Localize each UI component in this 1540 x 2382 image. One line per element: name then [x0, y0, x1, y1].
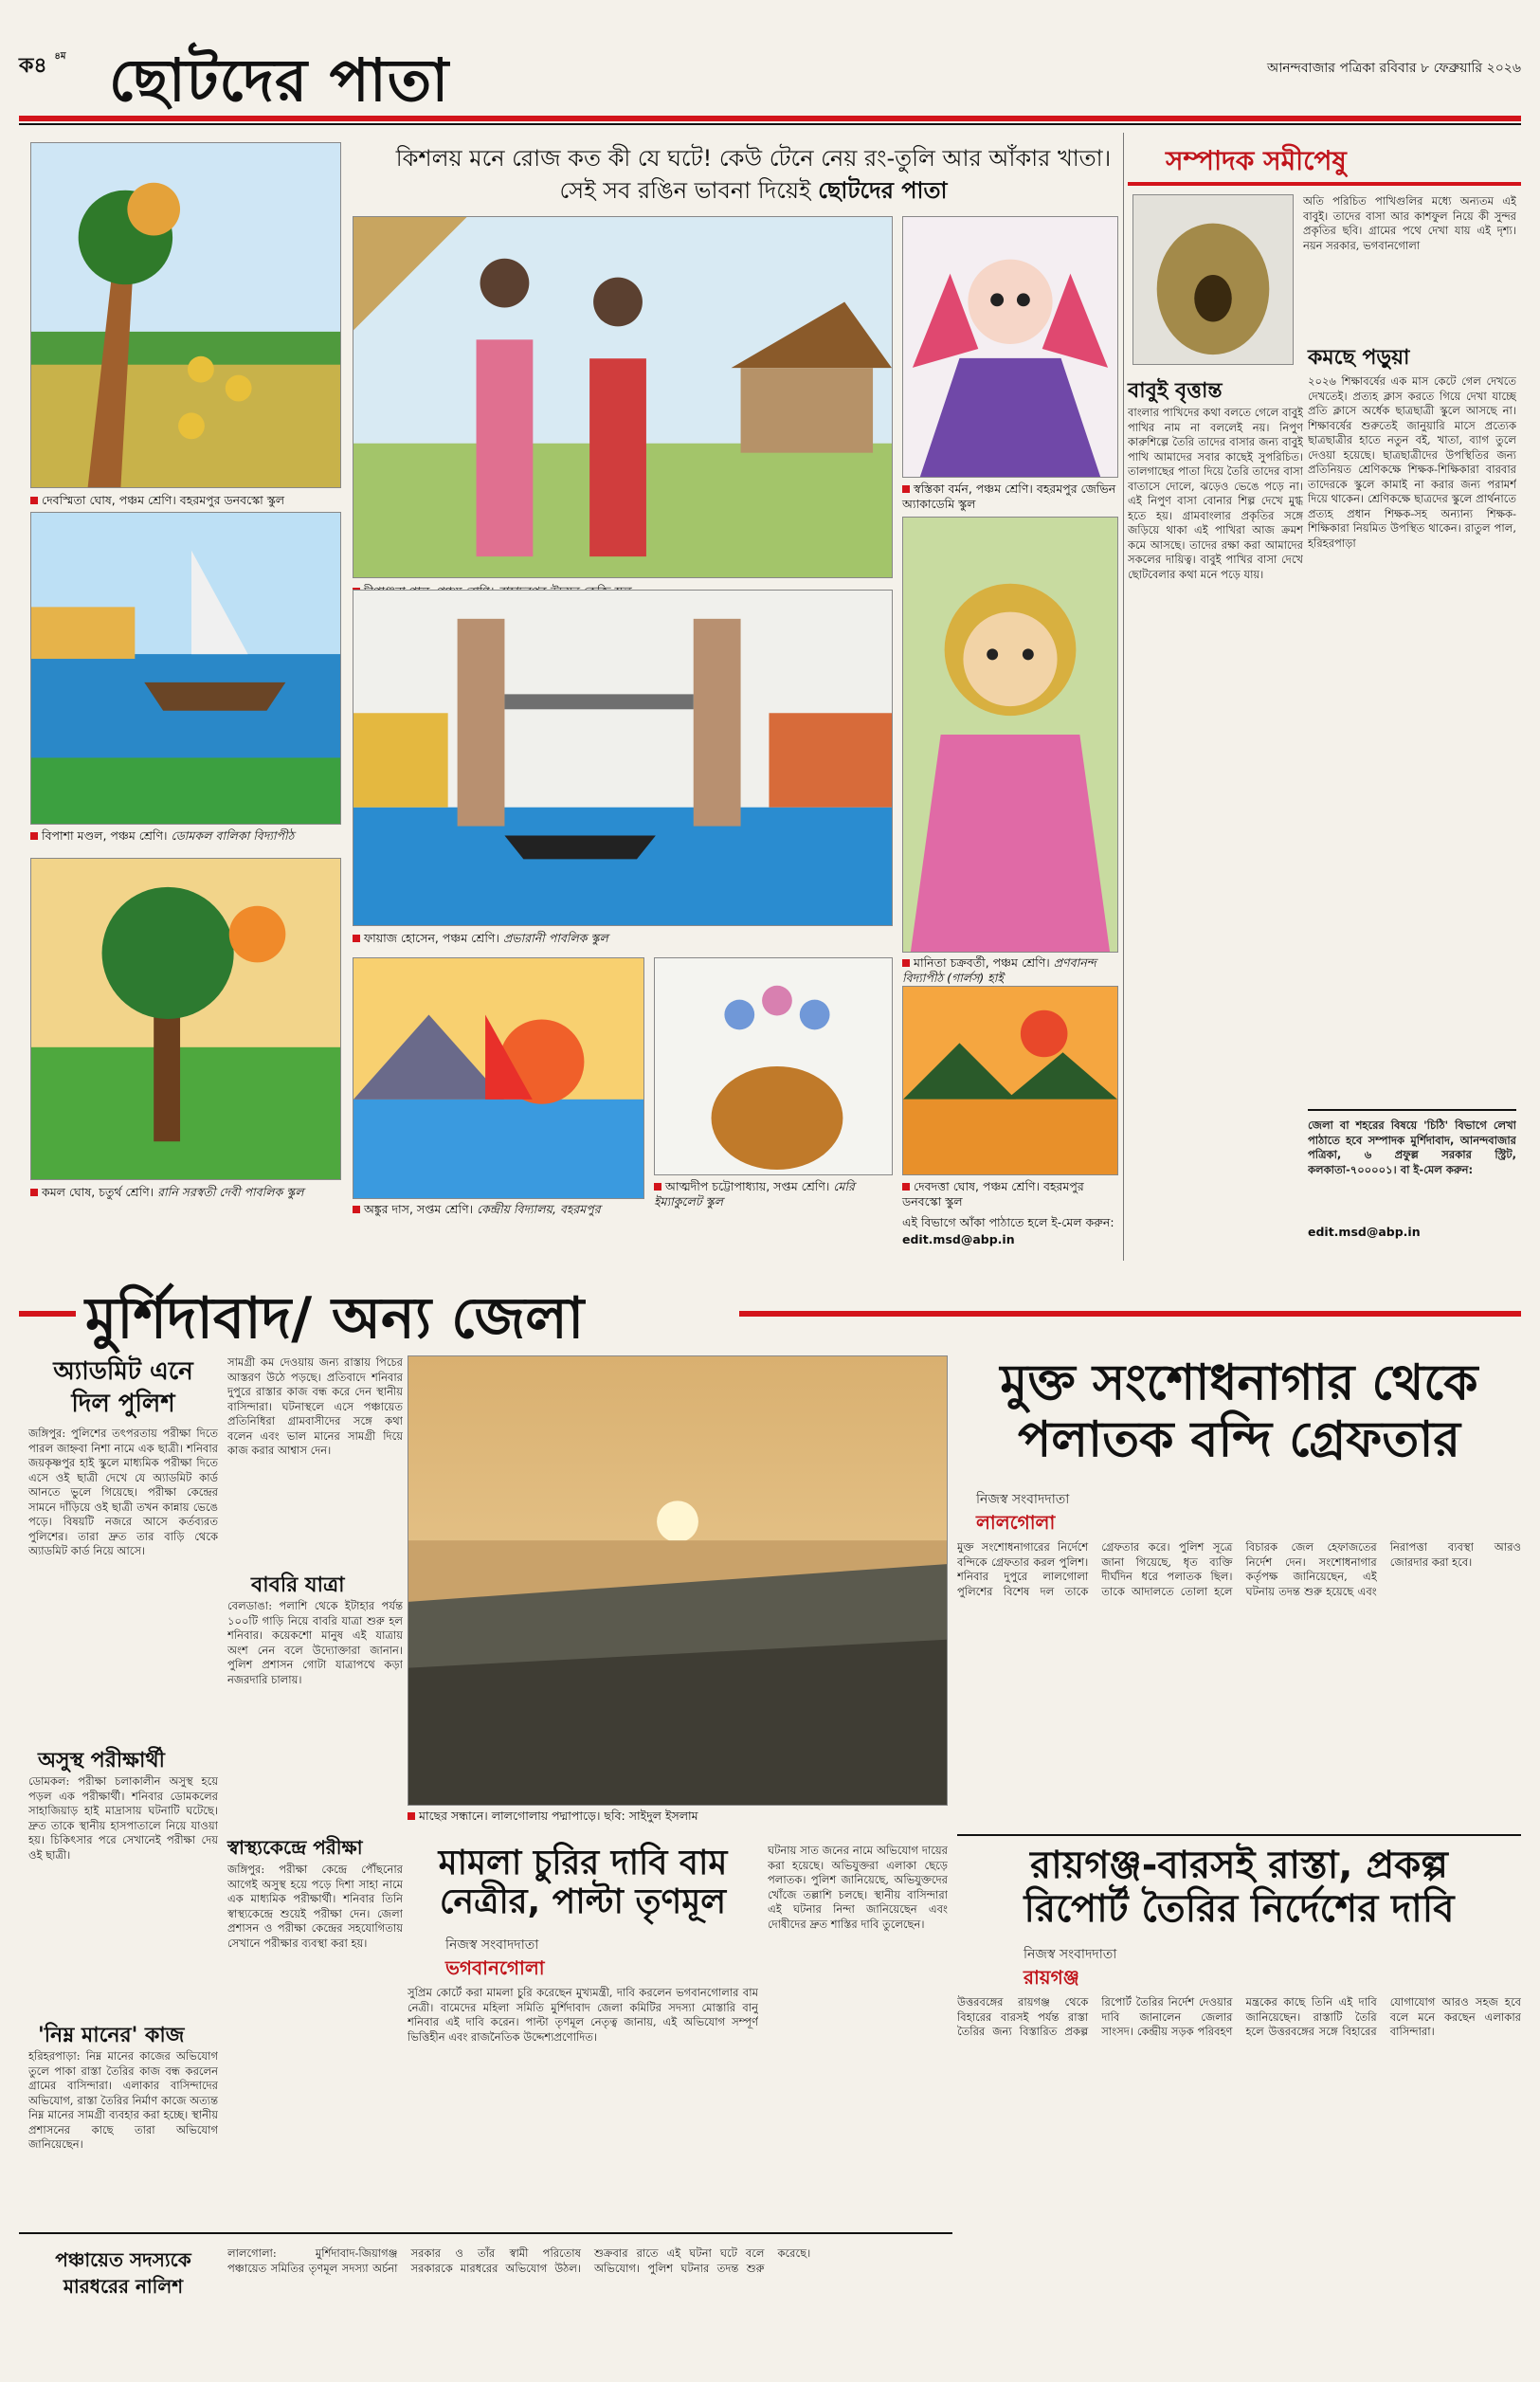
drawing-village-women: [353, 216, 893, 578]
theft-place: ভগবানগোলা: [445, 1956, 545, 1979]
caption-5: ফায়াজ হোসেন, পঞ্চম শ্রেণি। প্রভারানী পাবলিক স্কুল: [353, 931, 893, 946]
drawing-sunset-sail: [353, 957, 644, 1199]
caption-10: দেবদত্তা ঘোষ, পঞ্চম শ্রেণি। বহরমপুর ডনবস্কো স্কুল: [902, 1179, 1084, 1209]
panchayat-title: পঞ্চায়েত সদস্যকে মারধরের নালিশ: [55, 2248, 191, 2298]
drawing-sunrise-lake: [902, 986, 1118, 1175]
drawing-flower-pot: [654, 957, 893, 1175]
intro-line-1: কিশলয় মনে রোজ কত কী যে ঘটে! কেউ টেনে নেয় রং-তুলি আর আঁকার খাতা।: [395, 145, 1112, 172]
editor-divider: [1308, 1109, 1516, 1111]
theft-head-2: নেত্রীর, পাল্টা তৃণমূল: [439, 1882, 727, 1922]
section-rule-left: [19, 1311, 76, 1317]
col2-body: সামগ্রী কম দেওয়ায় জন্য রাস্তায় পিচের আস্তরণ উঠে পড়ছে। প্রতিবাদে শনিবার দুপুরে রাস্তার কাজ বন্ধ করে দেন স্থানীয় বাসিন্দারা। ঘটনাস্থলে এসে পঞ্চায়েত প্রতিনিধিরা গ্রামবাসীদের সঙ্গে কথা বলেন এবং ভাল মানের সামগ্রী দিয়ে কাজ করার আশ্বাস দেন।: [227, 1355, 403, 1457]
sick-title: অসুস্থ পরীক্ষার্থী: [38, 1749, 165, 1773]
babri-body: বেলডাঙা: পলাশি থেকে ইটাহার পর্যন্ত ১০০টি গাড়ি নিয়ে বাবরি যাত্রা শুরু হল শনিবার। কয়েকশো মানুষ এই যাত্রায় অংশ নেন বলে উদ্যোক্তারা জানান। পুলিশ প্রশাসন গোটা যাত্রাপথে কড়া নজরদারি চালায়।: [227, 1599, 403, 1686]
work-title: 'নিম্ন মানের' কাজ: [38, 2024, 185, 2047]
section-2-banner: [19, 1275, 1521, 1351]
road-byline: নিজস্ব সংবাদদাতা: [1024, 1947, 1117, 1962]
drawing-sailboat: [30, 512, 341, 825]
drawing-tower-bridge: [353, 590, 893, 926]
caption-7: কমল ঘোষ, চতুর্থ শ্রেণি। রানি সরস্বতী দেবী পাবলিক স্কুল: [30, 1185, 343, 1200]
divider: [957, 1834, 1521, 1836]
drawing-tree-landscape: [30, 858, 341, 1180]
masthead: [19, 36, 1521, 115]
story-babui-title: বাবুই বৃত্তান্ত: [1128, 379, 1223, 403]
story-babui-body: বাংলার পাখিদের কথা বলতে গেলে বাবুই পাখির নাম না বললেই নয়। নিপুণ কারুশিল্পে তৈরি তাদের বাসার জন্য বাবুই পাখি আমাদের সবার কাছেই সুপরিচিত। তালগাছের পাতা দিয়ে তৈরি তাদের বাসা বাতাসে দোলে, ঝড়েও ভেঙে পড়ে না। এই নিপুণ বাসা বোনার শিল্প দেখে মুগ্ধ হতে হয়। গ্রামবাংলার প্রকৃতির সঙ্গে জড়িয়ে থাকা এই পাখিরা আজ ক্রমশ কমে আসছে। তাদের রক্ষা করা আমাদের সকলের দায়িত্ব। বাবুই পাখির বাসা দেখে ছোটবেলার কথা মনে পড়ে যায়।: [1128, 406, 1303, 581]
caption-3: স্বস্তিকা বর্মন, পঞ্চম শ্রেণি। বহরমপুর জেভিন অ্যাকাডেমি স্কুল: [902, 482, 1116, 511]
caption-1: দেবস্মিতা ঘোষ, পঞ্চম শ্রেণি। বহরমপুর ডনবস্কো স্কুল: [30, 493, 343, 508]
health-body: জঙ্গিপুর: পরীক্ষা কেন্দ্রে পৌঁছনোর আগেই অসুস্থ হয়ে পড়ে দিশা সাহা নামে এক মাধ্যমিক পরীক্ষার্থী। শনিবার তিনি স্বাস্থ্যকেন্দ্রে শুয়েই পরীক্ষা দেন। জেলা প্রশাসন ও পরীক্ষা কেন্দ্রের সহযোগিতায় সেখানে পরীক্ষার ব্যবস্থা করা হয়।: [227, 1863, 403, 1950]
road-headline: [957, 1844, 1521, 1931]
editor-top-text: অতি পরিচিত পাখিগুলির মধ্যে অন্যতম এই বাবুই। তাদের বাসা আর কাশফুল নিয়ে কী সুন্দর প্রকৃতির ছবি। গ্রামের পথে দেখা যায় এই দৃশ্য। নয়ন সরকার, ভগবানগোলা: [1303, 194, 1516, 252]
babri-title: বাবরি যাত্রা: [251, 1573, 345, 1597]
caption-6: মানিতা চক্রবর্তী, পঞ্চম শ্রেণি। প্রণবানন্দ বিদ্যাপীঠ (গার্লস) হাই: [902, 955, 1096, 985]
caption-4: বিপাশা মণ্ডল, পঞ্চম শ্রেণি। ডোমকল বালিকা বিদ্যাপীঠ: [30, 828, 343, 844]
escape-place: লালগোলা: [976, 1511, 1056, 1534]
intro-line-2: সেই সব রঙিন ভাবনা দিয়েই ছোটদের পাতা: [559, 177, 948, 204]
panchayat-body: লালগোলা: মুর্শিদাবাদ-জিয়াগঞ্জ পঞ্চায়েত সমিতির তৃণমূল সদস্যা অর্চনা সরকার ও তাঁর স্বামী পরিতোষ সরকারকে মারধরের অভিযোগ উঠল। শুক্রবার রাতে এই ঘটনা ঘটে বলে অভিযোগ। পুলিশ ঘটনার তদন্ত শুরু করেছে।: [227, 2246, 811, 2275]
send-note: এই বিভাগে আঁকা পাঠাতে হলে ই-মেল করুন:: [902, 1215, 1114, 1229]
road-head-1: রায়গঞ্জ-বারসই রাস্তা, প্রকল্প: [1030, 1844, 1448, 1887]
escape-body: মুক্ত সংশোধনাগারের নির্দেশে বন্দিকে গ্রেফতার করল পুলিশ। শনিবার দুপুরে লালগোলা পুলিশের বিশেষ দল তাকে গ্রেফতার করে। পুলিশ সূত্রে জানা গিয়েছে, ধৃত ব্যক্তি দীর্ঘদিন ধরে পলাতক ছিল। তাকে আদালতে তোলা হলে বিচারক জেল হেফাজতের নির্দেশ দেন। সংশোধনাগার কর্তৃপক্ষ জানিয়েছেন, এই ঘটনায় তদন্ত শুরু হয়েছে এবং নিরাপত্তা ব্যবস্থা আরও জোরদার করা হবে।: [957, 1540, 1521, 1598]
section-rule-right: [739, 1311, 1521, 1317]
sick-body: ডোমকল: পরীক্ষা চলাকালীন অসুস্থ হয়ে পড়ল এক পরীক্ষার্থী। শনিবার ডোমকলের সাহাজিয়াড় হাই মাদ্রাসায় ঘটনাটি ঘটেছে। দ্রুত তাকে স্থানীয় হাসপাতালে নিয়ে যাওয়া হয়। চিকিৎসার পরে সেখানেই পরীক্ষা দেয় ওই ছাত্রী।: [28, 1774, 218, 1862]
dateline: আনন্দবাজার পত্রিকা রবিবার ৮ ফেব্রুয়ারি ২০২৬: [1266, 61, 1521, 76]
intro-text: [379, 142, 1128, 207]
masthead-rule-thin: [19, 123, 1521, 125]
work-body: হরিহরপাড়া: নিম্ন মানের কাজের অভিযোগ তুলে পাকা রাস্তা তৈরির কাজ বন্ধ করলেন গ্রামের বাসিন্দারা। এলাকার বাসিন্দাদের অভিযোগ, রাস্তা তৈরির নির্মাণ কাজে অত্যন্ত নিম্ন মানের সামগ্রী ব্যবহার করা হচ্ছে। স্থানীয় প্রশাসনের কাছে তারা অভিযোগ জানিয়েছেন।: [28, 2049, 218, 2151]
editor-sub-body: ২০২৬ শিক্ষাবর্ষের এক মাস কেটে গেল দেখতে দেখতেই। প্রত্যহ ক্লাস করতে গিয়ে দেখা যাচ্ছে প্রতি ক্লাসে অর্ধেক ছাত্রছাত্রী স্কুলে আসছে না। শিক্ষাবর্ষের শুরুতেই জানুয়ারি মাসে প্রত্যেক ছাত্রছাত্রীর হাতে নতুন বই, খাতা, ব্যাগ তুলে দেওয়া হয়েছে। ছাত্রছাত্রীদের উপস্থিতির জন্য প্রতিনিয়ত শ্রেণিকক্ষে শিক্ষক-শিক্ষিকারা বারবার তাদেরকে স্কুলে কামাই না করার জন্য পরামর্শ দিয়ে থাকেন। শ্রেণিকক্ষে ছাত্রদের স্কুলে প্রার্থনাতে প্রত্যহ প্রধান শিক্ষক-সহ অন্যান্য শিক্ষক-শিক্ষিকারা নিয়মিত উপস্থিত থাকেন। রাতুল পাল, হরিহরপাড়া: [1308, 374, 1516, 550]
admit-body: জঙ্গিপুর: পুলিশের তৎপরতায় পরীক্ষা দিতে পারল জাহ্নবা নিশা নামে এক ছাত্রী। শনিবার জয়কৃষ্ণপুর হাই স্কুলে মাধ্যমিক পরীক্ষা দিতে এসে ওই ছাত্রী দেখে যে অ্যাডমিট কার্ড আনতে ভুলে গিয়েছে। পরীক্ষা কেন্দ্রের সামনে দাঁড়িয়ে ওই ছাত্রী তখন কান্নায় ভেঙে পড়ে। বিষয়টি নজরে আসে কর্তব্যরত পুলিশের। তারা দ্রুত তার বাড়ি থেকে অ্যাডমিট কার্ড নিয়ে আসে।: [28, 1427, 218, 1557]
health-title: স্বাস্থ্যকেন্দ্রে পরীক্ষা: [227, 1836, 363, 1859]
escape-byline: নিজস্ব সংবাদদাতা: [976, 1492, 1070, 1507]
editor-title: সম্পাদক সমীপেষু: [1166, 145, 1347, 176]
theft-byline: নিজস্ব সংবাদদাতা: [445, 1937, 539, 1953]
escape-head-2: পলাতক বন্দি গ্রেফতার: [1017, 1410, 1461, 1468]
divider: [19, 2232, 952, 2234]
road-place: রায়গঞ্জ: [1024, 1966, 1079, 1989]
editor-email[interactable]: edit.msd@abp.in: [1308, 1225, 1421, 1239]
editor-underline: [1128, 182, 1521, 186]
theft-head-1: মামলা চুরির দাবি বাম: [438, 1844, 728, 1882]
page-title: ছোটদের পাতা: [109, 45, 450, 115]
caption-8: অঙ্কুর দাস, সপ্তম শ্রেণি। কেন্দ্রীয় বিদ্যালয়, বহরমপুর: [353, 1202, 646, 1217]
admit-title: অ্যাডমিট এনে দিল পুলিশ: [53, 1357, 193, 1418]
escape-head-1: মুক্ত সংশোধনাগার থেকে: [1000, 1355, 1478, 1411]
road-head-2: রিপোর্ট তৈরির নির্দেশের দাবি: [1024, 1887, 1455, 1931]
photo-padma-river: [408, 1355, 948, 1806]
send-email[interactable]: edit.msd@abp.in: [902, 1232, 1015, 1246]
photo-caption: মাছের সন্ধানে। লালগোলায় পদ্মাপাড়ে। ছবি: সাইদুল ইসলাম: [408, 1809, 948, 1824]
photo-nest: [1132, 194, 1294, 365]
theft-headline: [408, 1844, 758, 1922]
road-body: উত্তরবঙ্গের রায়গঞ্জ থেকে বিহারের বারসই পর্যন্ত রাস্তা তৈরির জন্য বিস্তারিত প্রকল্প রিপোর্ট তৈরির নির্দেশ দেওয়ার দাবি জানালেন জেলার সাংসদ। কেন্দ্রীয় সড়ক পরিবহণ মন্ত্রকের কাছে তিনি এই দাবি জানিয়েছেন। রাস্তাটি তৈরি হলে উত্তরবঙ্গের সঙ্গে বিহারের যোগাযোগ আরও সহজ হবে বলে মনে করছেন এলাকার বাসিন্দারা।: [957, 1995, 1521, 2038]
divider: [1123, 133, 1124, 1261]
section-2-title: মুর্শিদাবাদ/ অন্য জেলা: [85, 1285, 585, 1352]
page-code: ক৪ $^{৪ম}$: [19, 51, 66, 78]
drawing-palm-tree: [30, 142, 341, 488]
drawing-bride: [902, 517, 1118, 953]
escape-headline: [957, 1355, 1521, 1469]
masthead-rule: [19, 116, 1521, 121]
editor-sub-title: কমছে পড়ুয়া: [1308, 346, 1410, 370]
caption-9: আত্মদীপ চট্টোপাধ্যায়, সপ্তম শ্রেণি। মেরি ইম্যাকুলেট স্কুল: [654, 1179, 855, 1209]
theft-body: সুপ্রিম কোর্টে করা মামলা চুরি করেছেন মুখ্যমন্ত্রী, দাবি করলেন ভগবানগোলার বাম নেত্রী। বামেদের মহিলা সমিতি মুর্শিদাবাদ জেলা কমিটির সদস্যা মোস্তারি বানু শনিবার এই দাবি করেন। পাল্টা তৃণমূল নেতৃত্ব জানায়, এই অভিযোগ সম্পূর্ণ ভিত্তিহীন এবং রাজনৈতিক উদ্দেশ্যপ্রণোদিত।: [408, 1986, 758, 2044]
editor-bottom-note: জেলা বা শহরের বিষয়ে 'চিঠি' বিভাগে লেখা পাঠাতে হবে সম্পাদক মুর্শিদাবাদ, আনন্দবাজার পত্রিকা, ৬ প্রফুল্ল সরকার স্ট্রিট, কলকাতা-৭০০০০১। বা ই-মেল করুন:: [1308, 1118, 1516, 1176]
theft-body-col2: ঘটনায় সাত জনের নামে অভিযোগ দায়ের করা হয়েছে। অভিযুক্তরা এলাকা ছেড়ে পলাতক। পুলিশ জানিয়েছে, অভিযুক্তদের খোঁজে তল্লাশি চলছে। স্থানীয় বাসিন্দারা এই ঘটনার নিন্দা জানিয়েছেন এবং দোষীদের দ্রুত শাস্তির দাবি তুলেছেন।: [768, 1844, 948, 1931]
drawing-fairy: [902, 216, 1118, 478]
